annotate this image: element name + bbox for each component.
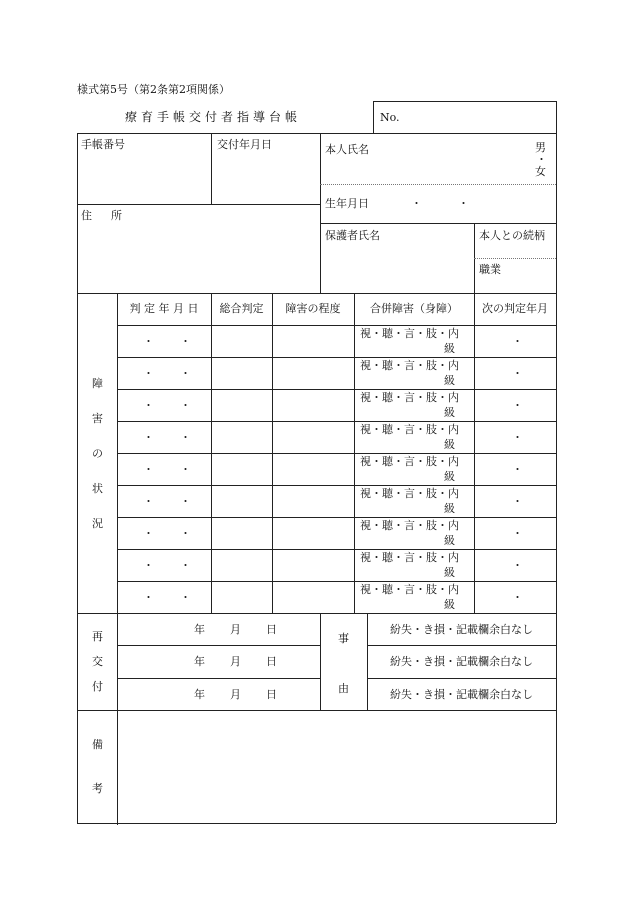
reissue-month: 月 — [230, 655, 241, 668]
grade-suffix: 級 — [444, 342, 455, 355]
next-judgment-field[interactable] — [476, 583, 554, 611]
judgment-date-field[interactable] — [119, 519, 209, 547]
birth-date-sep-1: ・ — [411, 197, 422, 210]
form-id: 様式第5号（第2条第2項関係） — [77, 83, 230, 96]
date-sep: ・ — [180, 367, 191, 380]
degree-field[interactable] — [274, 423, 352, 451]
col-degree: 障害の程度 — [285, 302, 341, 315]
no-label: No. — [380, 111, 400, 124]
judgment-date-field[interactable] — [119, 327, 209, 355]
notebook-number-field[interactable] — [80, 154, 208, 201]
reissue-date-field[interactable] — [120, 680, 317, 708]
degree-field[interactable] — [274, 487, 352, 515]
reissue-date-field[interactable] — [120, 615, 317, 643]
person-name-label: 本人氏名 — [325, 143, 369, 156]
disability-types[interactable]: 視・聴・言・肢・内 — [360, 391, 459, 404]
next-judgment-field[interactable] — [476, 455, 554, 483]
reissue-reason[interactable]: 紛失・き損・記載欄余白なし — [390, 623, 533, 636]
reissue-reason[interactable]: 紛失・き損・記載欄余白なし — [390, 688, 533, 701]
col-overall-judgment: 総合判定 — [219, 302, 264, 315]
overall-judgment-field[interactable] — [213, 583, 270, 611]
date-sep: ・ — [180, 335, 191, 348]
issue-date-field[interactable] — [214, 154, 317, 201]
disability-types[interactable]: 視・聴・言・肢・内 — [360, 519, 459, 532]
next-judgment-sep: ・ — [512, 399, 523, 412]
birth-date-label: 生年月日 — [325, 197, 369, 210]
guardian-name-field[interactable] — [323, 245, 471, 290]
sex-female[interactable]: 女 — [535, 165, 546, 178]
col-judgment-date: 判 定 年 月 日 — [129, 302, 199, 315]
next-judgment-sep: ・ — [512, 367, 523, 380]
degree-field[interactable] — [274, 327, 352, 355]
date-sep: ・ — [143, 431, 154, 444]
next-judgment-sep: ・ — [512, 527, 523, 540]
date-sep: ・ — [143, 559, 154, 572]
date-sep: ・ — [143, 463, 154, 476]
disability-types[interactable]: 視・聴・言・肢・内 — [360, 583, 459, 596]
next-judgment-sep: ・ — [512, 559, 523, 572]
address-field[interactable] — [80, 224, 317, 290]
overall-judgment-field[interactable] — [213, 551, 270, 579]
overall-judgment-field[interactable] — [213, 455, 270, 483]
next-judgment-field[interactable] — [476, 359, 554, 387]
disability-types[interactable]: 視・聴・言・肢・内 — [360, 359, 459, 372]
date-sep: ・ — [143, 335, 154, 348]
date-sep: ・ — [180, 495, 191, 508]
reissue-date-field[interactable] — [120, 647, 317, 675]
next-judgment-sep: ・ — [512, 463, 523, 476]
judgment-date-field[interactable] — [119, 583, 209, 611]
judgment-date-field[interactable] — [119, 391, 209, 419]
date-sep: ・ — [143, 399, 154, 412]
disability-types[interactable]: 視・聴・言・肢・内 — [360, 455, 459, 468]
degree-field[interactable] — [274, 519, 352, 547]
judgment-date-field[interactable] — [119, 423, 209, 451]
birth-date-field[interactable] — [372, 188, 552, 220]
sex-separator: ・ — [536, 153, 547, 166]
degree-field[interactable] — [274, 391, 352, 419]
next-judgment-sep: ・ — [512, 431, 523, 444]
reissue-day: 日 — [266, 655, 277, 668]
no-field[interactable] — [400, 104, 552, 130]
disability-types[interactable]: 視・聴・言・肢・内 — [360, 487, 459, 500]
issue-date-label: 交付年月日 — [217, 138, 272, 151]
date-sep: ・ — [180, 431, 191, 444]
col-next-judgment: 次の判定年月 — [482, 302, 548, 315]
reissue-day: 日 — [266, 688, 277, 701]
date-sep: ・ — [143, 495, 154, 508]
grade-suffix: 級 — [444, 598, 455, 611]
relationship-field[interactable] — [477, 244, 554, 256]
reissue-year: 年 — [194, 655, 205, 668]
next-judgment-sep: ・ — [512, 591, 523, 604]
date-sep: ・ — [180, 559, 191, 572]
next-judgment-field[interactable] — [476, 519, 554, 547]
date-sep: ・ — [180, 591, 191, 604]
date-sep: ・ — [143, 591, 154, 604]
overall-judgment-field[interactable] — [213, 487, 270, 515]
remarks-field[interactable] — [120, 713, 553, 820]
reissue-day: 日 — [266, 623, 277, 636]
date-sep: ・ — [143, 527, 154, 540]
reissue-month: 月 — [230, 688, 241, 701]
overall-judgment-field[interactable] — [213, 327, 270, 355]
degree-field[interactable] — [274, 551, 352, 579]
disability-types[interactable]: 視・聴・言・肢・内 — [360, 551, 459, 564]
birth-date-sep-2: ・ — [458, 197, 469, 210]
notebook-number-label: 手帳番号 — [81, 138, 125, 151]
grade-suffix: 級 — [444, 566, 455, 579]
grade-suffix: 級 — [444, 438, 455, 451]
grade-suffix: 級 — [444, 406, 455, 419]
grade-suffix: 級 — [444, 470, 455, 483]
occupation-field[interactable] — [505, 261, 554, 290]
reissue-year: 年 — [194, 623, 205, 636]
next-judgment-field[interactable] — [476, 487, 554, 515]
next-judgment-field[interactable] — [476, 391, 554, 419]
date-sep: ・ — [180, 527, 191, 540]
disability-types[interactable]: 視・聴・言・肢・内 — [360, 423, 459, 436]
degree-field[interactable] — [274, 583, 352, 611]
grade-suffix: 級 — [444, 534, 455, 547]
overall-judgment-field[interactable] — [213, 359, 270, 387]
relationship-label: 本人との続柄 — [479, 229, 545, 242]
reissue-year: 年 — [194, 688, 205, 701]
next-judgment-field[interactable] — [476, 551, 554, 579]
overall-judgment-field[interactable] — [213, 423, 270, 451]
overall-judgment-field[interactable] — [213, 391, 270, 419]
col-combined-disability: 合併障害（身障） — [370, 302, 458, 315]
sex-male[interactable]: 男 — [535, 141, 546, 154]
date-sep: ・ — [180, 463, 191, 476]
form-title: 療育手帳交付者指導台帳 — [125, 110, 302, 124]
guardian-name-label: 保護者氏名 — [325, 229, 380, 242]
date-sep: ・ — [143, 367, 154, 380]
address-label: 住 所 — [81, 209, 126, 222]
judgment-date-field[interactable] — [119, 359, 209, 387]
reissue-month: 月 — [230, 623, 241, 636]
judgment-date-field[interactable] — [119, 487, 209, 515]
person-name-field[interactable] — [378, 138, 526, 182]
date-sep: ・ — [180, 399, 191, 412]
next-judgment-sep: ・ — [512, 495, 523, 508]
degree-field[interactable] — [274, 359, 352, 387]
disability-types[interactable]: 視・聴・言・肢・内 — [360, 327, 459, 340]
judgment-date-field[interactable] — [119, 551, 209, 579]
reissue-reason[interactable]: 紛失・き損・記載欄余白なし — [390, 655, 533, 668]
judgment-date-field[interactable] — [119, 455, 209, 483]
grade-suffix: 級 — [444, 502, 455, 515]
occupation-label: 職業 — [479, 263, 501, 276]
next-judgment-field[interactable] — [476, 423, 554, 451]
grade-suffix: 級 — [444, 374, 455, 387]
degree-field[interactable] — [274, 455, 352, 483]
next-judgment-sep: ・ — [512, 335, 523, 348]
next-judgment-field[interactable] — [476, 327, 554, 355]
overall-judgment-field[interactable] — [213, 519, 270, 547]
